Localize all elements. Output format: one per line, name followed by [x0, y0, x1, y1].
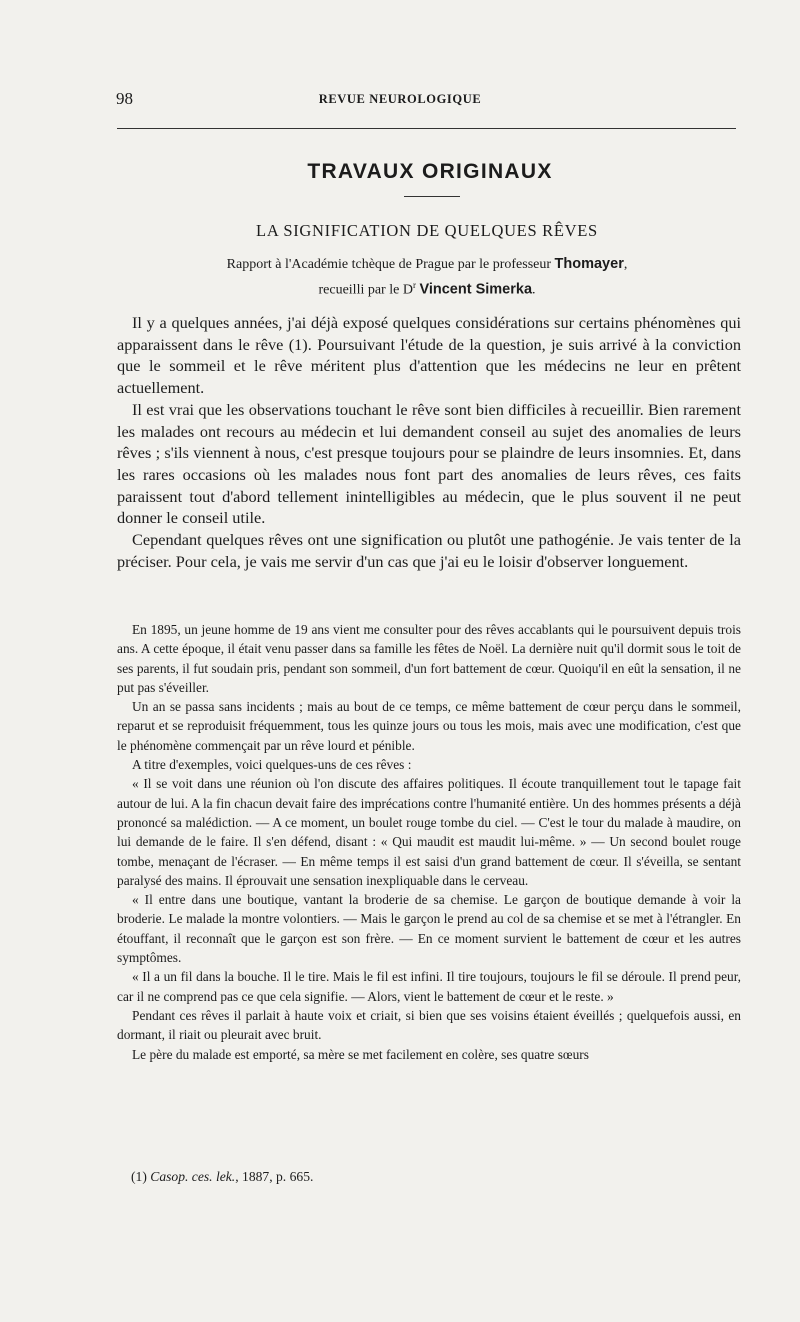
body-paragraph: Il y a quelques années, j'ai déjà exposé quelques considérations sur certains phénomènes qui apparaissent dans le rêve (1). Poursuivant l'étude de la question, je suis arrivé à la conviction que le sommeil et le rêve méritent plus d'attention que les médecins ne leur en prêtent actuellement. — [117, 313, 741, 398]
running-header: REVUE NEUROLOGIQUE — [318, 92, 482, 106]
case-paragraph: Un an se passa sans incidents ; mais au bout de ce temps, ce même battement de cœur perçu dans le sommeil, reparut et se reproduisit fréquemment, tous les quinze jours ou tous les mois, mais avec une modification, c'est que le phénomène commençait par un rêve lourd et pénible. — [117, 699, 741, 753]
case-paragraph: « Il se voit dans une réunion où l'on discute des affaires politiques. Il écoute tranquillement tout le tapage fait autour de lui. A la fin chacun devait faire des imprécations contre l'humanité entière. Un des hommes présents a déjà prononcé sa malédiction. — A ce moment, un boulet rouge tombe du ciel. — C'est le tour du malade à maudire, on lui demande de le faire. Il s'en défend, disant : « Qui maudit est maudit lui-même. » — Un second boulet rouge tombe, menaçant de l'écraser. — En même temps il est saisi d'un grand battement de cœur. Il s'éveilla, se sentant paralysé des mains. Il éprouvait une sensation inexpliquable dans le cerveau. — [117, 776, 741, 888]
case-paragraph: « Il entre dans une boutique, vantant la broderie de sa chemise. Le garçon de boutique demande à voir la broderie. Le malade la montre volontiers. — Mais le garçon le prend au col de sa chemise et se met à l'étrangler. En étouffant, il reconnaît que le garçon est son frère. — En ce moment survient le battement de cœur et les autres symptômes. — [117, 892, 741, 966]
header-divider — [117, 128, 736, 129]
body-paragraph: Cependant quelques rêves ont une signification ou plutôt une pathogénie. Je vais tenter de la préciser. Pour cela, je vais me servir d'un cas que j'ai eu le loisir d'observer longuement. — [117, 530, 741, 571]
case-paragraph: « Il a un fil dans la bouche. Il le tire. Mais le fil est infini. Il tire toujours, toujours le fil se déroule. Il prend peur, car il ne comprend pas ce que cela signifie. — Alors, vient le battement de cœur et le reste. » — [117, 969, 741, 1004]
title-superscript: r — [412, 280, 416, 290]
collector-prefix: recueilli par le D — [318, 282, 413, 298]
footnote-source: Casop. ces. lek. — [150, 1169, 236, 1184]
byline-punct: , — [623, 257, 628, 272]
byline-prefix: Rapport à l'Académie tchèque de Prague par le professeur — [226, 257, 552, 272]
byline-line-1 — [0, 254, 800, 275]
article-title: LA SIGNIFICATION DE QUELQUES RÊVES — [256, 221, 598, 240]
page-number: 98 — [116, 89, 133, 108]
collector-name: Vincent Simerka — [419, 281, 533, 298]
byline-period: . — [532, 282, 536, 298]
byline-line-2 — [0, 275, 800, 301]
case-report — [117, 620, 741, 1064]
byline — [0, 254, 800, 301]
case-paragraph: Le père du malade est emporté, sa mère se met facilement en colère, ses quatre sœurs — [132, 1046, 589, 1062]
footnote-marker: (1) — [131, 1169, 147, 1184]
footnote-details: , 1887, p. 665. — [235, 1169, 314, 1184]
introduction — [117, 312, 741, 572]
author-name: Thomayer — [554, 256, 624, 272]
case-paragraph: Pendant ces rêves il parlait à haute voix et criait, si bien que ses voisins étaient éveillés ; quelquefois aussi, en dormant, il riait ou pleurait avec bruit. — [117, 1007, 741, 1043]
section-title: TRAVAUX ORIGINAUX — [307, 160, 553, 183]
section-title-divider — [404, 196, 460, 197]
case-paragraph: En 1895, un jeune homme de 19 ans vient me consulter pour des rêves accablants qui le poursuivent depuis trois ans. A cette époque, il était venu passer dans sa famille les fêtes de Noël. La dernière nuit qu'il dormit sous le toit de ses parents, il fut soudain pris, pendant son sommeil, d'un fort battement de cœur. Quoiqu'il en eût la sensation, il ne put pas s'éveiller. — [117, 622, 741, 695]
body-paragraph: Il est vrai que les observations touchant le rêve sont bien difficiles à recueillir. Bien rarement les malades ont recours au médecin et lui demandent conseil au sujet des anomalies de leurs rêves ; s'ils viennent à nous, c'est presque toujours pour se plaindre de leurs insomnies. Et, dans les rares occasions où les malades nous font part des anomalies de leurs rêves, ces faits paraissent tout d'abord tellement inintelligibles au médecin, que le plus souvent il ne peut donner le conseil utile. — [117, 399, 741, 528]
case-paragraph: A titre d'exemples, voici quelques-uns de ces rêves : — [132, 757, 412, 773]
footnote — [131, 1169, 313, 1185]
